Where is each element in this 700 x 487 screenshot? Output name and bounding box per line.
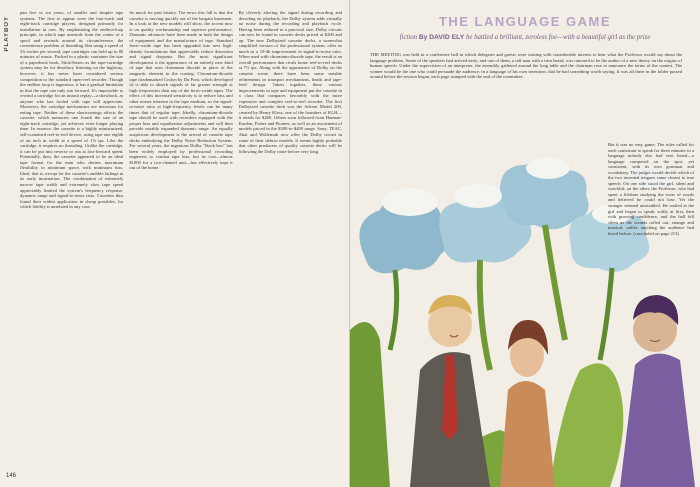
article-column-1: pan five or six years, of smaller and simpler tape systems. The first to appear were the four-track and eight-track cartridge players, designed primarily for installation in cars. By emphasizing the endless-loop principle, in which tape unwinds from the center of a spool and rewinds around its circumference, the convenience problem of threading film using a speed of 3¾ inches per second, tape cartridges can hold up to 80 minutes of music. Packed in a plastic container the size of a paperback book, Stick/Stereo as the tape-cartridge system may be for desultory listening on the highway, however, it has never been considered serious competition to the standard open-reel recorder. Though the endless loop is ingenious, it has a gradual limitation in that the tape can only run forward. It's impossible to rewind a cartridge for an instant replay—a drawback, as anyone who has fooled with tape will appreciate. Moreover, the cartridge mechanisms are notorious for eating tape. Neither of these shortcomings affects the cassette, which measures one fourth the size of an eight-track cartridge, yet achieves even longer playing time. In essence, the cassette is a highly miniaturized, self-contained reel-to-reel device, using tape one eighth of an inch in width at a speed of 1⅞ ips. Like the cartridge, it requires no threading. Unlike the cartridge, it can be put into reverse or run at fast-forward speed. Potentially, then, the cassette appeared to be an ideal tape format for the man who desires maximum flexibility in minimum space, with minimum fuss. Ideal, that is, except for the cassette's audible failings in its early incarnation. The combination of extremely narrow tape width and extremely slow tape speed appreciably limited the system's frequency response, dynamic range and signal-to-noise ratio. Cassettes thus found their widest application in cheap portables, for which fidelity is unrelated in any case. xyxy=(20,10,124,210)
story-byline xyxy=(380,34,670,42)
article-column-2: So much for past history. The news this fall is that the cassette is moving quickly out of the bargain basement. In a look at the new models will show, the accent now is on quality workmanship and superior performance. Dramatic advances have been made in both the design of equipment and the manufacture of tape. Standard ferric-oxide tape has been upgraded into new high-density formulations that appreciably reduce distortion and signal dropouts. But the most significant development is the appearance of an entirely new kind of tape that uses chromium dioxide in place of the magnetic element in the coating. Chromium-dioxide tape (trademarked Crolyn by Du Pont, which developed it) is able to absorb signals of far greater strength at high frequencies than any of the ferric-oxide tapes. The effect of this increased sensitivity is to reduce hiss and other noises inherent in the tape medium, so the signal-to-noise ratio at high-frequency levels can be many times that of regular tape. Ideally, chromium-dioxide tape should be used with recorders equipped with the proper bias and equalization adjustments and will then provide notably expanded dynamic range. An equally auspicious development is the arrival of cassette tape decks embodying the Dolby Noise Reduction System. For several years, the ingenious Dolby "black box" has been widely employed by professional recording engineers to combat tape hiss, but its cost—almost $1000 for a two-channel unit—has effectively kept it out of the home. xyxy=(129,10,233,171)
article-columns xyxy=(20,10,342,476)
byline-prefix: fiction xyxy=(399,34,417,41)
story-column-text: But it was no easy game. The rules called for each contestant to speak for three minutes in a language nobody else had ever heard—a language composed on the spot, yet consistent, with its own grammar and vocabulary. The judges would decide which of the two invented tongues came closest to true speech. On one side stood the girl, silent and watchful; on the other, the Professor, who had spent a lifetime studying the roots of words and believed he could not lose. Yet the stranger seemed untroubled. He smiled at the girl and began to speak, softly at first, then with growing confidence, and the hall fell silent as the sounds rolled out, strange and musical, unlike anything the audience had heard before. xyxy=(608,142,694,236)
article-column-3: By cleverly altering the signal during recording and decoding on playback, the Dolby system adds virtually no noise during the recording and playback cycle. Having been reduced to a practical size, Dolby circuits can now be found in cassette decks priced at $200 and up. The new Dolbyized cassette decks, a somewhat simplified version of the professional system, offer as much as a 10-db improvement in signal-to-noise ratio. When used with chromium-dioxide tape, the result is an overall performance that rivals home reel-to-reel decks at 7½ ips. Along with the appearance of Dolby on the cassette scene, there have been some notable refinements in transport mechanisms, heads and tape-feed design. Taken together, these various improvements in tape and equipment put the cassette in a class that compares favorably with the more expensive and complex reel-to-reel recorder. The first Dolbyized cassette deck was the Advent Model 200, created by Henry Kloss, one of the founders of KLH—it retails for $260. Others soon followed from Harman-Kardon, Fisher and Pioneer, as well as an assortment of models priced in the $300-to-$400 range. Sony, TEAC, Akai and Wollensak now offer the Dolby circuit in some of their deluxe models. It seems highly probable that other producers of quality cassette decks will be following the Dolby route before very long. xyxy=(238,10,342,154)
story-title: THE LANGUAGE GAME xyxy=(438,14,612,29)
byline-suffix: he battled a brilliant, zeroless foe—with a beautiful girl as the prize xyxy=(465,34,651,41)
right-page xyxy=(350,0,700,487)
page-number: 146 xyxy=(6,473,17,479)
author-name: DAVID ELY xyxy=(429,34,465,41)
story-column xyxy=(608,142,694,236)
story-intro: THE MEETING was held in a conference hall in which delegates and guests were waiting with considerable interest to hear what the Professor would say about the language problem. Some of the speakers had arrived early, and one of them, a tall man with a trim beard, was rumored to be the author of a new theory on the origins of human speech. Under the supervision of an interpreter, the assembly gathered around the long table and the chairman rose to announce the terms of the contest. The winner would be the one who could persuade the audience, in a language of his own invention, that he had something worth saying. It was all there in the folder passed around before the session began, each page stamped with the seal of the committee. xyxy=(370,52,682,80)
byline-by: By xyxy=(418,34,428,41)
folio-label: PLAYBOY xyxy=(4,16,10,52)
continued-note: (concluded on page 213) xyxy=(633,230,679,236)
